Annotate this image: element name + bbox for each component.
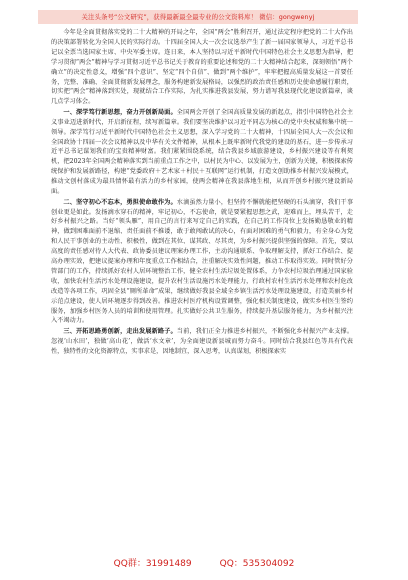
qq-number: QQ：535304092 (219, 559, 295, 569)
paragraph-section-1 (51, 108, 353, 197)
qq-group-number: QQ群：31991489 (113, 559, 192, 569)
paragraph-intro-text: 今年是全面贯彻落实党的二十大精神的开局之年，全国“两会”胜利召开，通过法定程序把党的二十大作出的决策部署转化为全国人民的实际行动。十四届全国人大一次会议选举产生了新一届国家领导人，习近平总书记以全票当选国家主席、中央军委主席。连日来，本人坚持以习近平新时代中国特色社会主义思想为指导，把学习贯彻“两会”精神与学习贯彻习近平总书记关于教育的重要论述和党的二十大精神结合起来，深刻领悟“两个确立”的决定性意义，增强“四个意识”、坚定“四个自信”、做到“两个维护”，牢牢把握高质量发展这一首要任务，完整、准确、全面贯彻新发展理念，服务构建新发展格局，以强烈的政治责任感和历史使命感履行职责，切实把“两会”精神落到实处，现就结合工作实际，为扎实推进我县发展，努力谱写我县现代化建设新篇章，谈几点学习体会。 (51, 29, 353, 106)
section-1-text: 全国两会开创了全国高质量发展的新起点，指引中国特色社会主义事业迈进新时代，开启新征程，续写新篇章。我们要坚决维护以习近平同志为核心的党中央权威和集中统一领导。深学笃行习近平新时代中国特色社会主义思想，深入学习党的二十大精神，十四届全国人大一次会议和全国政协十四届一次会议精神以及中华有关文件精神，从根本上既牢新时代我党的建设的基石，进一步传承习近平总书记谋划我们的宝贵精神财富。我们紧紧围绕系统，结合我县乡域旅游建设，乡村振兴建设等有利契机，把2023年全国两会精神落实到当前重点工作之中，以村民为中心、以发展为主，创新为关键，积极探索传统保护和发展新路径，构建“党委政府＋艺术家＋村民＋互联网”运行机制，打造文创助推乡村振兴发展模式，推动文创村落成为最具情怀最有活力的乡村家园，使两会精神在我县落地生根，从而开创乡村振兴建设新局面。 (51, 108, 354, 196)
section-2-heading: 二、坚守初心不忘本，勇担使命敢作为。 (63, 198, 177, 206)
paragraph-section-2 (51, 198, 353, 327)
paragraph-section-3 (51, 327, 353, 357)
section-3-heading: 三、开拓思路勇创新，走出发展新路子。 (63, 327, 177, 335)
section-1-heading: 一、深学笃行新思想，奋力开创新局面。 (63, 108, 177, 116)
promo-banner: 关注头条号“公文研究”，获得最新最全最专业的公文资料库！ 微信：gongwenyj (38, 10, 358, 24)
contact-footer (0, 556, 408, 572)
document-body (51, 28, 353, 357)
section-3-text: 当前，我们正全力推进乡村振兴，不断强化乡村振兴产业支撑。忽视‘山水田’，独做‘高山花’，做活‘水文章’，为全面建设新县城而努力奋斗。同时结合我县红色等具有代表性，独特性的文化资源特点，实事求是，因地制宜，深入思考，认真谋划，积极探索实 (51, 327, 354, 355)
paragraph-intro (51, 28, 353, 107)
section-2-text: 水滴虽然力量小，但坚持不懈就能把坚硬的石头滴穿，我们干事创业更是如此。发扬滴水穿石的精神，牢记初心，不忘使命，就是要紧握思想之武，迎难而上，埋头苦干，走好乡村振兴之路。当好“领头雁”，用自己的言行来写定自己的实践，在自己的工作岗位上发扬勤恳敬业的精神，做到困难面前不退缩、责任面前不推诿，敢于敢闯敢试的决心，有面对困难的勇气和毅力，有全身心为党和人民干事创业的主动性、积极性，做到在其位、谋其政、尽其责，为乡村振兴提供坚强的保障。首先，要以高度的责任感对待人大代表、政协委员建议理案办理工作，主动沟通联系、争取理解支持，抓好工作结合、提高办理实效，把建议提案办理和年度重点工作相结合，注重解决实效性问题，推动工作取得实效。同时管好分管部门的工作，持续抓好农村人居环境整治工作，健全农村生活垃圾处置体系，力争农村垃圾治理通过国家验收，加快农村生活污水处理设施建设，提升农村生活设施污水处理能力，行政村农村生活污水处理和农村危改改造等各项工作，巩固全县“厕所革命”成果，继续做好我县全域全乡镇生活污水处理设施建设，打造美丽乡村示范点建设，使人居环境逐步得到改善。推进农村医疗机构设置调整，强化相关制度建设，做实乡村医生签约服务，加强乡村医务人员的培训和使用管理。扎实做好公共卫生服务，持续提升基层服务能力，为乡村振兴注入不竭动力。 (51, 198, 354, 325)
